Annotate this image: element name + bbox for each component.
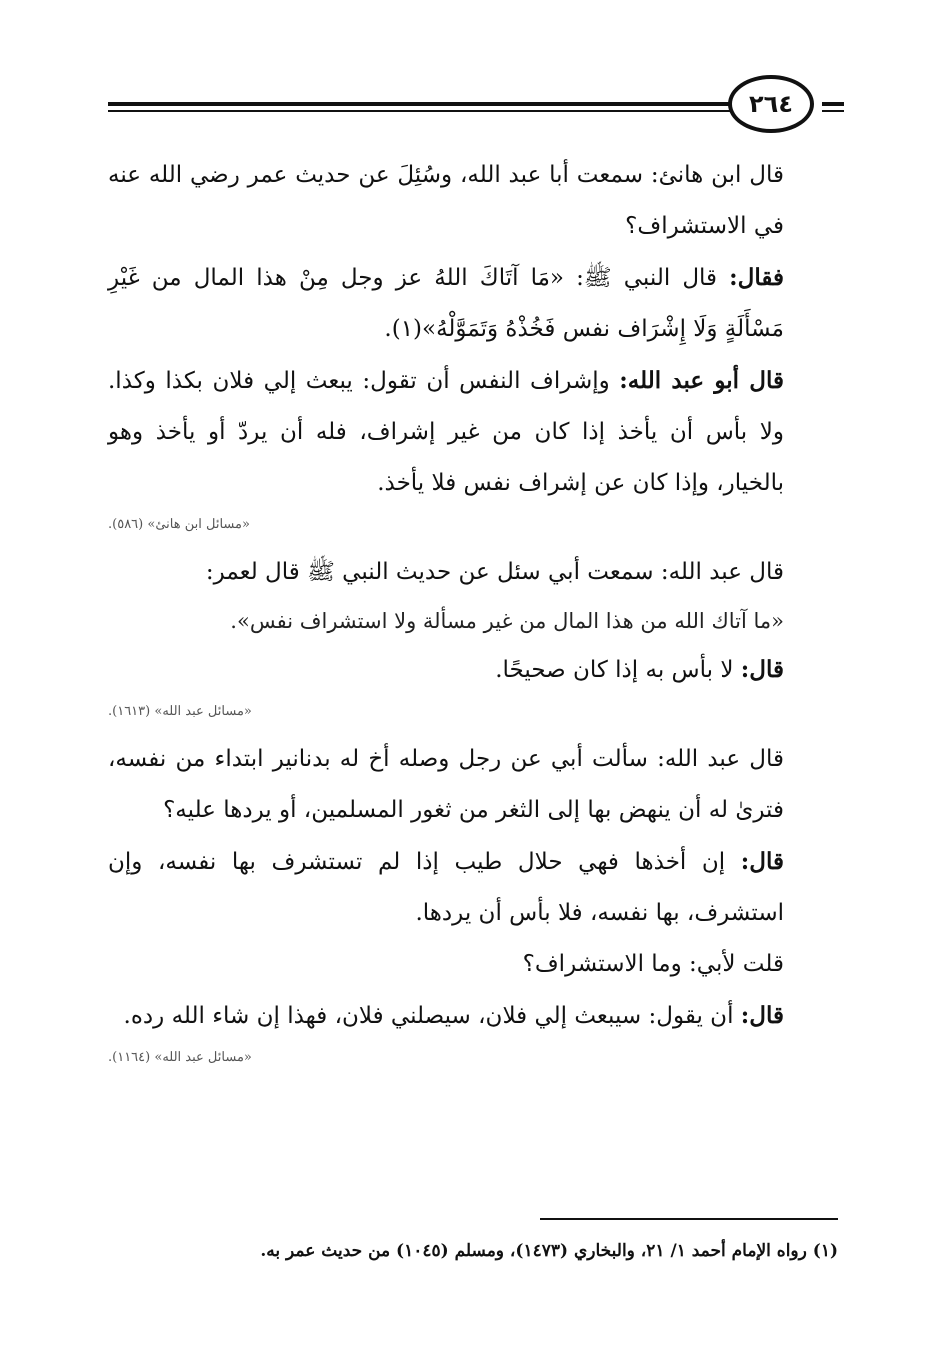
paragraph [108,355,838,509]
paragraph [108,836,838,939]
header-rule [822,102,844,106]
footnote: (١) رواه الإمام أحمد ١/ ٢١، والبخاري (١٤٧٣)، ومسلم (١٠٤٥) من حديث عمر به. [260,1241,838,1261]
source-citation: «مسائل ابن هانئ» (٥٨٦). [108,517,250,532]
header-rule [108,102,730,106]
paragraph-text: قال عبد الله: سمعت أبي سئل عن حديث النبي ﷺ قال لعمر: [205,559,784,585]
paragraph-text: قال النبي ﷺ: «مَا آتَاكَ اللهُ عز وجل مِنْ هذا المال من غَيْرِ مَسْأَلَةٍ وَلَا إِشْرَاف نفس فَخُذْهُ وَتَمَوَّلْهُ»(١). [108,265,784,342]
paragraph-lead: قال: [740,848,784,875]
source-citation: «مسائل عبد الله» (١١٦٤). [108,1050,252,1065]
paragraph [108,990,838,1042]
paragraph [108,734,838,836]
paragraph-lead: قال: [740,1002,784,1029]
paragraph-lead: قال: [740,656,784,683]
paragraph [108,252,838,355]
paragraph-text: إن أخذها فهي حلال طيب إذا لم تستشرف بها نفسه، وإن استشرف، بها نفسه، فلا بأس أن يردها. [108,849,784,926]
paragraph-text: قال ابن هانئ: سمعت أبا عبد الله، وسُئِلَ عن حديث عمر رضي الله عنه في الاستشراف؟ [108,162,784,239]
paragraph [108,939,838,990]
paragraph-text: قلت لأبي: وما الاستشراف؟ [522,951,784,977]
paragraph [108,150,838,252]
paragraph-text: لا بأس به إذا كان صحيحًا. [495,657,734,683]
source-citation: «مسائل عبد الله» (١٦١٣). [108,704,252,719]
footnote-rule [540,1218,838,1220]
paragraph [108,547,838,598]
paragraph-lead: فقال: [729,264,785,291]
header-rule [822,110,844,112]
hadith-quote: «ما آتاك الله من هذا المال من غير مسألة ولا استشراف نفس». [230,609,784,633]
paragraph-lead: قال أبو عبد الله: [619,367,785,394]
paragraph-text: أن يقول: سيبعث إلي فلان، سيصلني فلان، فهذا إن شاء الله رده. [123,1003,734,1029]
page-header [0,72,940,142]
page-number: ٢٦٤ [728,75,814,133]
paragraph-text: وإشراف النفس أن تقول: يبعث إلي فلان بكذا وكذا. ولا بأس أن يأخذ إذا كان من غير إشراف، فله أن يردّ أو يأخذ وهو بالخيار، وإذا كان عن إشراف نفس فلا يأخذ. [108,368,784,496]
header-rule [108,110,730,112]
page-body [108,150,838,1080]
paragraph-text: قال عبد الله: سألت أبي عن رجل وصله أخ له بدنانير ابتداء من نفسه، فترىٰ له أن ينهض بها إلى الثغر من ثغور المسلمين، أو يردها عليه؟ [108,746,784,823]
paragraph [108,644,838,696]
